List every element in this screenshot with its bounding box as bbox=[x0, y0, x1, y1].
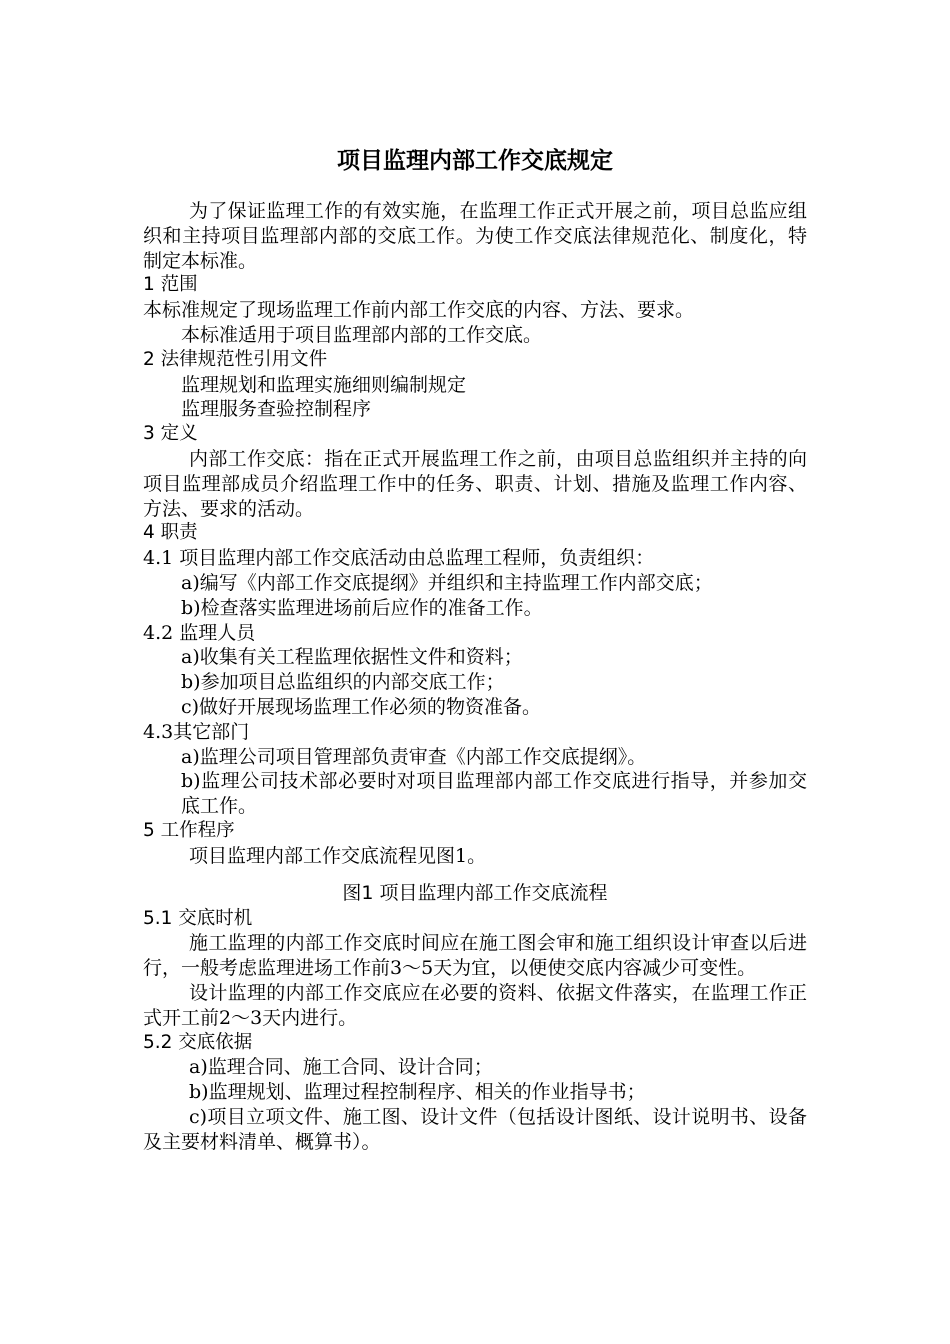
section-4-1-item-a: a)编写《内部工作交底提纲》并组织和主持监理工作内部交底； bbox=[181, 571, 713, 594]
intro-paragraph: 为了保证监理工作的有效实施，在监理工作正式开展之前，项目总监应组织和主持项目监理部内部的交底工作。为使工作交底法律规范化、制度化，特制定本标准。 bbox=[143, 200, 807, 272]
section-4-3-heading: 4.3其它部门 bbox=[143, 720, 250, 743]
section-4-2-item-c: c)做好开展现场监理工作必须的物资准备。 bbox=[181, 695, 542, 718]
section-2-item-2: 监理服务查验控制程序 bbox=[181, 398, 372, 421]
section-5-2-item-a: a)监理合同、施工合同、设计合同； bbox=[189, 1056, 493, 1079]
section-5-2-item-c: c)项目立项文件、施工图、设计文件（包括设计图纸、设计说明书、设备及主要材料清单、概算书）。 bbox=[143, 1105, 807, 1153]
section-5-1-heading: 5.1 交底时机 bbox=[143, 907, 253, 929]
section-5-1-paragraph-1: 施工监理的内部工作交底时间应在施工图会审和施工组织设计审查以后进行，一般考虑监理进场工作前3～5天为宜，以便使交底内容减少可变性。 bbox=[143, 932, 807, 980]
section-4-2-item-a: a)收集有关工程监理依据性文件和资料； bbox=[181, 646, 523, 669]
section-1-heading: 1 范围 bbox=[143, 274, 198, 296]
figure-caption: 图1 项目监理内部工作交底流程 bbox=[342, 881, 608, 904]
section-4-1-item-b: b)检查落实监理进场前后应作的准备工作。 bbox=[181, 596, 543, 619]
section-5-heading: 5 工作程序 bbox=[143, 819, 235, 841]
section-2-item-1: 监理规划和监理实施细则编制规定 bbox=[181, 373, 467, 396]
section-4-2-item-b: b)参加项目总监组织的内部交底工作； bbox=[181, 671, 505, 694]
section-5-1-paragraph-2: 设计监理的内部工作交底应在必要的资料、依据文件落实，在监理工作正式开工前2～3天内进行。 bbox=[143, 981, 807, 1029]
section-4-3-item-b: b)监理公司技术部必要时对项目监理部内部工作交底进行指导，并参加交底工作。 bbox=[181, 770, 807, 818]
section-4-heading: 4 职责 bbox=[143, 522, 198, 544]
section-3-paragraph: 内部工作交底：指在正式开展监理工作之前，由项目总监组织并主持的向项目监理部成员介绍监理工作中的任务、职责、计划、措施及监理工作内容、方法、要求的活动。 bbox=[143, 447, 807, 520]
document-body bbox=[143, 199, 807, 1154]
section-4-2-heading: 4.2 监理人员 bbox=[143, 621, 256, 644]
section-1-paragraph-2: 本标准适用于项目监理部内部的工作交底。 bbox=[181, 323, 543, 346]
section-5-2-heading: 5.2 交底依据 bbox=[143, 1031, 253, 1053]
section-4-3-item-a: a)监理公司项目管理部负责审查《内部工作交底提纲》。 bbox=[181, 745, 647, 768]
section-5-paragraph: 项目监理内部工作交底流程见图1。 bbox=[189, 844, 487, 867]
section-4-1-heading: 4.1 项目监理内部工作交底活动由总监理工程师，负责组织： bbox=[143, 547, 655, 570]
section-2-heading: 2 法律规范性引用文件 bbox=[143, 348, 328, 370]
section-3-heading: 3 定义 bbox=[143, 423, 198, 445]
section-1-paragraph-1: 本标准规定了现场监理工作前内部工作交底的内容、方法、要求。 bbox=[143, 299, 695, 322]
document-title: 项目监理内部工作交底规定 bbox=[337, 148, 613, 174]
section-5-2-item-b: b)监理规划、监理过程控制程序、相关的作业指导书； bbox=[189, 1081, 646, 1104]
